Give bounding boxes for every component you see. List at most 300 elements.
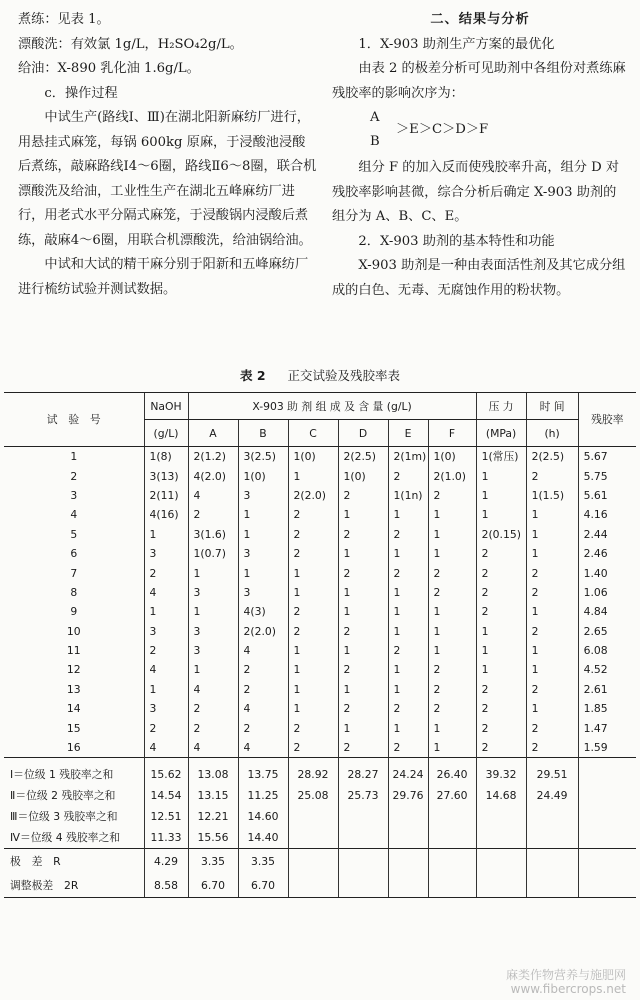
table-row [4,806,636,827]
table-cell: 2 [288,622,338,641]
table-cell: 2 [428,486,476,505]
table-cell: 4 [188,738,238,758]
table-cell: 1 [476,660,526,679]
table-cell: 12.51 [144,806,188,827]
watermark-line: 麻类作物营养与施肥网 [505,968,626,982]
table-cell: 2 [338,660,388,679]
table-cell [526,806,578,827]
table-cell: 1 [188,660,238,679]
table-cell: 2 [428,583,476,602]
table-cell: 1 [388,505,428,524]
table-cell: 3 [238,486,288,505]
table-cell: 5.61 [578,486,636,505]
table-cell: 4 [238,641,288,660]
table-cell: 1 [526,602,578,621]
table-cell: 2 [188,505,238,524]
table-cell: 1.85 [578,699,636,718]
table-cell [476,827,526,849]
table-cell: 26.40 [428,758,476,786]
table-cell: 2 [338,525,388,544]
table-cell [428,806,476,827]
table-caption-number: 表 2 [239,368,266,383]
table-caption-text: 正交试验及残胶率表 [287,368,401,383]
table-cell: 1 [526,525,578,544]
table-cell: 2(2.5) [338,447,388,467]
table-cell: 1 [238,563,288,582]
table-cell: 14.54 [144,785,188,806]
header-residue: 残胶率 [578,393,636,447]
table-cell: 2(2.0) [238,622,288,641]
table-cell: 1 [476,641,526,660]
text-line: 给油：X-890 乳化油 1.6g/L。 [18,61,200,76]
table-cell: 4.52 [578,660,636,679]
table-cell: 2 [476,699,526,718]
table-row [4,680,636,699]
table-cell: 2 [288,602,338,621]
table-cell [578,849,636,874]
row-label: 6 [70,547,78,561]
watermark-url: www.fibercrops.net [510,982,626,996]
header-col-e: E [388,420,428,447]
table-cell: 1 [238,525,288,544]
table-cell [578,873,636,898]
table-row [4,641,636,660]
table-cell: 2 [238,680,288,699]
row-label: 12 [66,663,81,677]
table-cell: 2 [388,738,428,758]
table-cell: 2 [428,680,476,699]
table-cell: 3.35 [238,849,288,874]
table-row [4,505,636,524]
header-time-unit: (h) [526,420,578,447]
table-cell: 1 [428,602,476,621]
table-cell: 2 [144,718,188,737]
header-col-c: C [288,420,338,447]
table-cell: 1 [388,680,428,699]
row-label: 16 [66,741,81,755]
table-cell [428,827,476,849]
table-cell: 1.59 [578,738,636,758]
header-col-b: B [238,420,288,447]
header-time: 时 间 [526,393,578,420]
table-body [4,447,636,758]
table-cell: 2 [428,563,476,582]
table-cell: 1 [388,660,428,679]
table-cell: 12.21 [188,806,238,827]
table-cell: 4 [188,680,238,699]
table-cell: 14.60 [238,806,288,827]
table-cell [476,873,526,898]
table-cell: 1 [288,641,338,660]
table-cell: 4 [144,738,188,758]
table-cell: 2 [476,602,526,621]
table-cell: 2 [526,583,578,602]
table-cell: 1 [288,660,338,679]
table-cell: 2 [428,699,476,718]
table-cell: 2.44 [578,525,636,544]
table-cell: 2 [388,525,428,544]
table-cell: 1 [288,466,338,485]
row-label: 4 [70,508,78,522]
subheading: 1．X-903 助剂生产方案的最优化 [358,36,555,52]
table-cell: 1 [388,622,428,641]
table-cell: 1 [338,544,388,563]
table-cell: 1 [144,602,188,621]
header-col-d: D [338,420,388,447]
table-cell: 1 [338,680,388,699]
table-cell: 2(1.0) [428,466,476,485]
table-cell: 2 [428,660,476,679]
table-cell: 2 [526,718,578,737]
table-cell: 2 [476,544,526,563]
table-cell: 2(1m) [388,447,428,467]
table-row [4,785,636,806]
table-cell: 24.24 [388,758,428,786]
table-cell: 2(1.2) [188,447,238,467]
table-cell: 2 [288,738,338,758]
table-cell: 1 [476,486,526,505]
header-group: X-903 助 剂 组 成 及 含 量 (g/L) [188,393,476,420]
table-cell: 4 [238,699,288,718]
table-cell [578,806,636,827]
row-label: 调整极差 2R [4,873,144,898]
table-cell: 1(0) [238,466,288,485]
row-label: 9 [70,605,78,619]
table-cell: 2 [388,699,428,718]
table-cell: 2 [288,718,338,737]
row-label: 14 [66,702,81,716]
formula-b: B [370,134,380,149]
table-cell: 3 [238,544,288,563]
table-cell: 2 [388,466,428,485]
table-cell [388,827,428,849]
table-cell: 3 [144,699,188,718]
table-cell: 2.61 [578,680,636,699]
table-cell [288,806,338,827]
table-cell: 2 [338,622,388,641]
row-label: 15 [66,721,81,735]
paragraph: 组分 F 的加入反而使残胶率升高，组分 D 对残胶率影响甚微，综合分析后确定 X-903 助剂的组分为 A、B、C、E。 [332,160,620,224]
table-caption [0,366,640,384]
table-cell: 4.29 [144,849,188,874]
table-cell: 2 [526,738,578,758]
header-trial: 试 验 号 [4,393,144,447]
table-cell: 4 [238,738,288,758]
table-cell: 1 [338,583,388,602]
table-cell: 2 [476,563,526,582]
table-cell: 1 [338,602,388,621]
formula-order: ＞E＞C＞D＞F [396,122,489,137]
table-row [4,758,636,786]
table-cell: 1 [288,583,338,602]
table-cell: 29.76 [388,785,428,806]
table-cell: 1 [188,563,238,582]
table-cell: 4 [144,660,188,679]
row-label: 2 [70,469,78,483]
table-row [4,602,636,621]
table-cell: 4.84 [578,602,636,621]
table-cell: 6.70 [238,873,288,898]
row-label: 8 [70,585,78,599]
section-heading: 二、结果与分析 [430,12,530,27]
row-label: Ⅲ＝位级 3 残胶率之和 [10,810,118,824]
table-row [4,466,636,485]
table-cell: 2 [526,680,578,699]
table-cell [476,849,526,874]
table-cell: 1 [428,525,476,544]
table-cell: 2 [476,680,526,699]
table-cell: 3(13) [144,466,188,485]
table-cell: 3(2.5) [238,447,288,467]
table-cell: 13.15 [188,785,238,806]
table-cell: 15.56 [188,827,238,849]
table-cell: 2 [288,505,338,524]
table-cell: 1.06 [578,583,636,602]
header-pressure-unit: (MPa) [476,420,526,447]
table-ranges [4,849,636,898]
table-row [4,583,636,602]
header-col-f: F [428,420,476,447]
table-cell: 6.08 [578,641,636,660]
table-cell: 2(2.5) [526,447,578,467]
table-cell: 27.60 [428,785,476,806]
table-cell: 3 [144,544,188,563]
table-sums [4,758,636,849]
table-cell [388,873,428,898]
table-row [4,738,636,758]
table-cell: 1 [144,680,188,699]
table-cell: 1 [526,699,578,718]
table-cell: 15.62 [144,758,188,786]
table-cell: 1 [428,718,476,737]
table-cell [338,806,388,827]
table-cell: 2(11) [144,486,188,505]
table-cell: 13.75 [238,758,288,786]
table-cell: 1 [476,466,526,485]
table-cell [288,873,338,898]
table-cell: 1 [288,563,338,582]
table-cell: 2 [338,486,388,505]
row-label: Ⅱ＝位级 2 残胶率之和 [10,789,116,803]
table-cell [338,849,388,874]
table-row [4,563,636,582]
table-cell: 1 [388,718,428,737]
table-cell: 1 [428,544,476,563]
row-label: 1 [70,450,78,464]
table-cell: 1 [338,641,388,660]
table-cell: 1(1.5) [526,486,578,505]
table-cell: 11.33 [144,827,188,849]
table-cell: 3(1.6) [188,525,238,544]
table-cell: 2 [144,563,188,582]
table-cell: 3 [188,622,238,641]
table-cell: 1 [144,525,188,544]
table-cell: 8.58 [144,873,188,898]
table-cell: 1 [238,505,288,524]
formula [370,106,628,156]
row-label: 11 [66,644,81,658]
paragraph: 由表 2 的极差分析可见助剂中各组份对煮练麻残胶率的影响次序为： [332,61,626,101]
paragraph: 中试和大试的精干麻分别于阳新和五峰麻纺厂进行梳纺试验并测试数据。 [18,257,309,297]
table-cell: 1(8) [144,447,188,467]
table-cell: 1(0) [338,466,388,485]
table-cell: 2 [338,699,388,718]
paragraph: X-903 助剂是一种由表面活性剂及其它成分组成的白色、无毒、无腐蚀作用的粉状物。 [332,258,626,298]
table-cell: 39.32 [476,758,526,786]
table-row [4,849,636,874]
table-cell: 28.92 [288,758,338,786]
table-cell: 2 [188,699,238,718]
table-cell: 1 [526,505,578,524]
header-col-a: A [188,420,238,447]
table-cell: 24.49 [526,785,578,806]
table-cell: 2 [338,738,388,758]
table-row [4,699,636,718]
text-line: 煮练：见表 1。 [18,12,110,27]
table-cell [428,873,476,898]
table-cell: 1 [476,505,526,524]
table-cell: 1(0) [428,447,476,467]
table-cell: 1 [428,505,476,524]
row-label: 10 [66,624,81,638]
table-row [4,447,636,467]
header-pressure: 压 力 [476,393,526,420]
table-cell: 2(2.0) [288,486,338,505]
table-cell: 5.75 [578,466,636,485]
table-cell: 4 [144,583,188,602]
table-cell [578,758,636,786]
table-cell: 4.16 [578,505,636,524]
table-cell: 3.35 [188,849,238,874]
table-cell: 1.47 [578,718,636,737]
table-row [4,622,636,641]
table-cell: 1(0) [288,447,338,467]
table-cell: 1 [188,602,238,621]
table-cell: 2 [388,641,428,660]
table-cell: 2.65 [578,622,636,641]
row-label: 3 [70,488,78,502]
table-cell: 2(0.15) [476,525,526,544]
table-cell: 4(16) [144,505,188,524]
table-cell: 25.08 [288,785,338,806]
table-cell: 1 [288,699,338,718]
table-row [4,544,636,563]
table-cell: 3 [238,583,288,602]
right-column [332,8,628,303]
row-label: 7 [70,566,78,580]
formula-a: A [370,110,380,125]
text-line: 漂酸洗：有效氯 1g/L，H₂SO₄2g/L。 [18,36,243,52]
table-cell: 1.40 [578,563,636,582]
table-cell: 25.73 [338,785,388,806]
table-cell: 1 [428,738,476,758]
table-row [4,486,636,505]
table-row [4,827,636,849]
table-cell [578,785,636,806]
watermark [506,968,626,996]
table-cell: 4(2.0) [188,466,238,485]
header-naoh-unit: (g/L) [144,420,188,447]
table-cell: 6.70 [188,873,238,898]
table-cell: 2.46 [578,544,636,563]
table-cell: 13.08 [188,758,238,786]
table-cell: 3 [144,622,188,641]
table-row [4,660,636,679]
table-cell: 2 [288,544,338,563]
header-naoh: NaOH [144,393,188,420]
table-cell: 28.27 [338,758,388,786]
table-cell: 29.51 [526,758,578,786]
table-row [4,873,636,898]
table-cell: 11.25 [238,785,288,806]
table-cell: 1 [388,583,428,602]
table-cell [526,873,578,898]
table-cell: 3 [188,641,238,660]
table-cell: 1 [338,505,388,524]
table-cell: 1 [288,680,338,699]
table-cell [526,849,578,874]
table-cell: 1 [388,544,428,563]
table-cell: 14.40 [238,827,288,849]
table-cell: 2 [144,641,188,660]
paragraph: 中试生产(路线Ⅰ、Ⅲ)在湖北阳新麻纺厂进行，用悬挂式麻笼，每锅 600kg 原麻，于浸酸池浸酸后煮练，敲麻路线Ⅰ4～6圈，路线Ⅱ6～8圈，联合机漂酸洗及给油，工业性生产在湖北五峰麻纺厂进行，用老式水平分隔式麻笼，于浸酸锅内浸酸后煮练，敲麻4～6圈，用联合机漂酸洗，给油锅给油。 [18,110,317,248]
table-cell [578,827,636,849]
table-row [4,525,636,544]
table-cell: 1 [526,660,578,679]
table-cell [428,849,476,874]
table-cell: 4 [188,486,238,505]
table-cell: 2 [288,525,338,544]
left-column [18,8,318,302]
text-line: c．操作过程 [44,85,118,101]
table-cell [288,827,338,849]
table-cell: 2 [476,583,526,602]
table-cell [338,827,388,849]
table-cell: 1(1n) [388,486,428,505]
table-cell: 4(3) [238,602,288,621]
row-label: Ⅳ＝位级 4 残胶率之和 [10,831,121,845]
table-cell: 1(常压) [476,447,526,467]
table-row [4,718,636,737]
table-cell: 2 [526,466,578,485]
table-cell: 2 [238,718,288,737]
table-cell: 2 [238,660,288,679]
table-cell: 1 [526,544,578,563]
table-cell: 1 [476,622,526,641]
table-cell: 14.68 [476,785,526,806]
table-cell: 2 [476,718,526,737]
table-cell: 2 [476,738,526,758]
table-cell: 2 [526,563,578,582]
row-label: Ⅰ＝位级 1 残胶率之和 [4,758,144,786]
row-label: 13 [66,682,81,696]
table-cell: 1 [428,622,476,641]
row-label: 极 差 R [4,849,144,874]
row-label: 5 [70,527,78,541]
table-cell [338,873,388,898]
subheading: 2．X-903 助剂的基本特性和功能 [358,233,555,249]
orthogonal-test-table [4,392,636,898]
table-cell [288,849,338,874]
table-cell: 1 [526,641,578,660]
table-cell: 5.67 [578,447,636,467]
table-cell [388,849,428,874]
table-cell [526,827,578,849]
table-cell: 1 [388,602,428,621]
table-cell [476,806,526,827]
table-cell: 2 [338,563,388,582]
table-cell: 1(0.7) [188,544,238,563]
